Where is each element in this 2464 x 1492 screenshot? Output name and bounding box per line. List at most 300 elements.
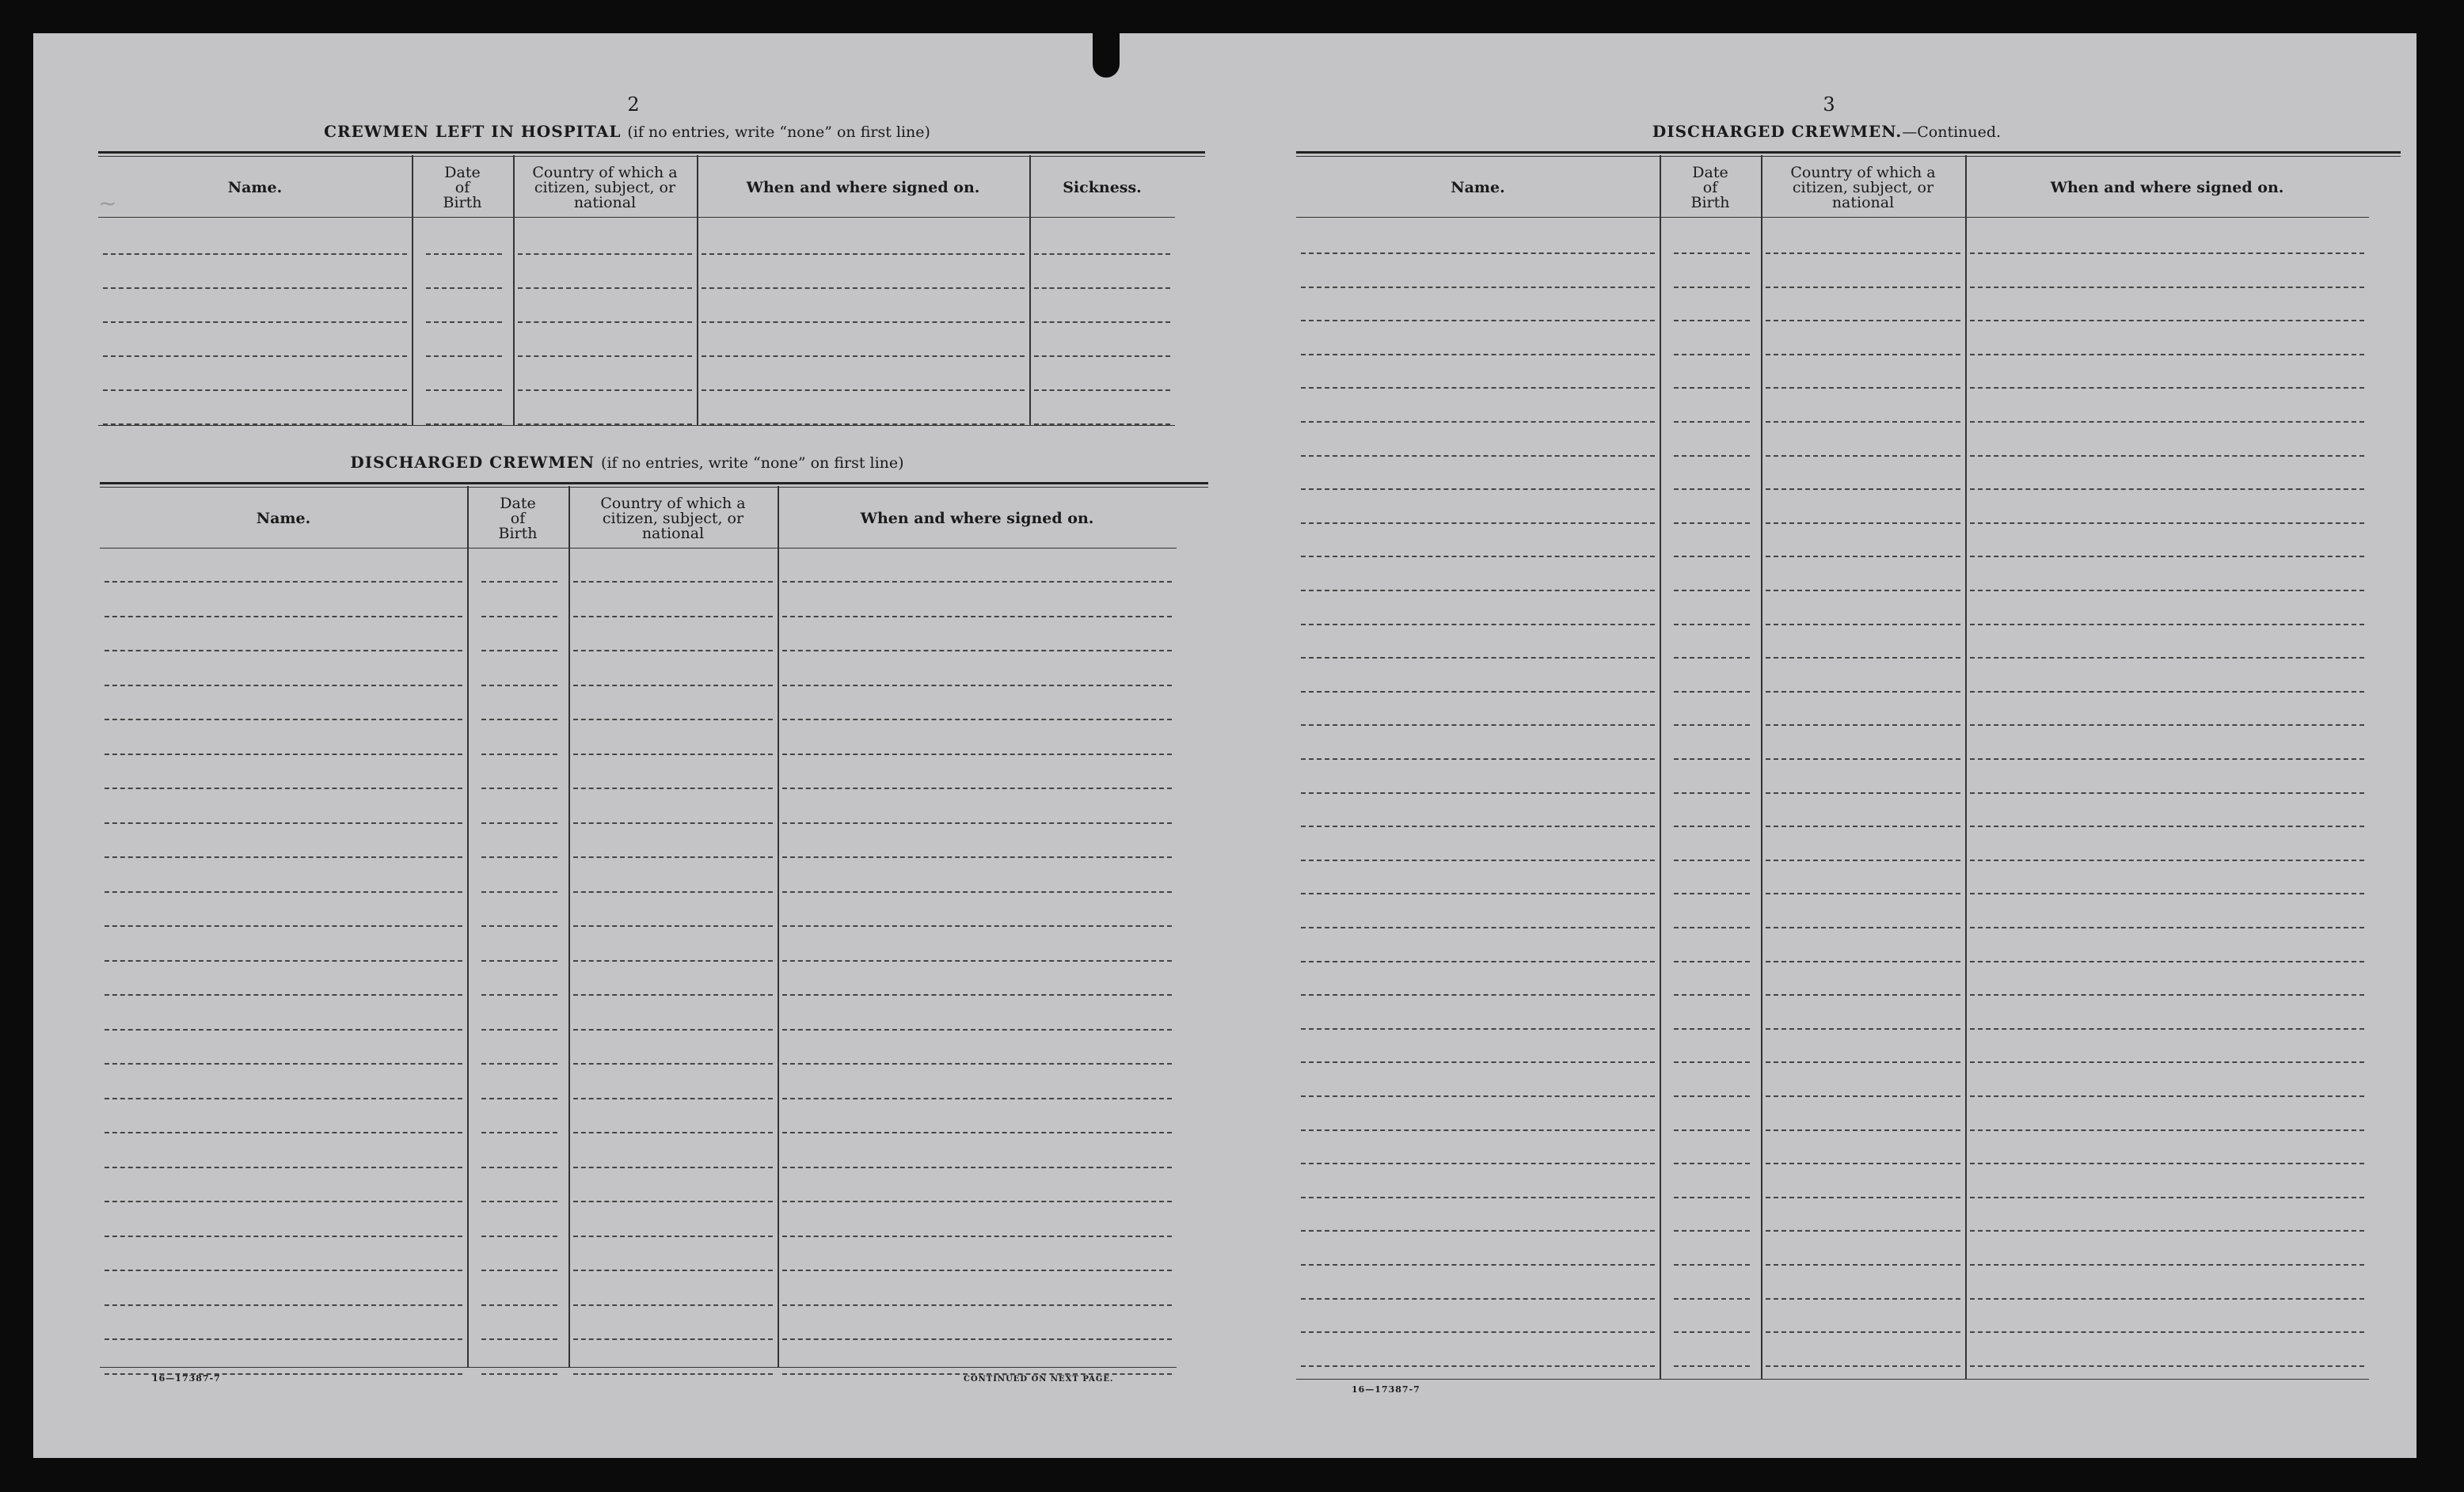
continued-entry-line[interactable] (1766, 287, 1960, 288)
discharged-entry-line[interactable] (573, 960, 773, 962)
discharged-entry-line[interactable] (481, 1270, 557, 1271)
discharged-entry-line[interactable] (481, 1304, 557, 1306)
continued-entry-line[interactable] (1766, 1365, 1960, 1367)
continued-entry-line[interactable] (1674, 1129, 1750, 1131)
discharged-entry-line[interactable] (573, 1304, 773, 1306)
discharged-entry-line[interactable] (782, 788, 1172, 789)
hospital-col-header-0: Name. (227, 178, 283, 196)
continued-entry-line[interactable] (1766, 1197, 1960, 1198)
discharged-entry-line[interactable] (481, 822, 557, 824)
continued-entry-line[interactable] (1766, 657, 1960, 659)
left-page (33, 33, 1221, 1458)
continued-entry-line[interactable] (1301, 792, 1655, 794)
discharged-entry-line[interactable] (105, 1167, 462, 1168)
discharged-entry-line[interactable] (782, 1270, 1172, 1271)
discharged-entry-line[interactable] (481, 960, 557, 962)
continued-entry-line[interactable] (1970, 893, 2364, 894)
discharged-entry-line[interactable] (573, 1029, 773, 1031)
discharged-entry-line[interactable] (782, 1304, 1172, 1306)
continued-col-divider (1965, 155, 1967, 1379)
discharged-entry-line[interactable] (573, 1098, 773, 1099)
discharged-entry-line[interactable] (782, 891, 1172, 893)
discharged-entry-line[interactable] (481, 1029, 557, 1031)
continued-entry-line[interactable] (1301, 826, 1655, 827)
discharged-entry-line[interactable] (573, 1338, 773, 1340)
discharged-entry-line[interactable] (782, 1098, 1172, 1099)
hospital-entry-line[interactable] (426, 321, 502, 323)
continued-entry-line[interactable] (1674, 691, 1750, 693)
hospital-entry-line[interactable] (518, 389, 692, 391)
continued-entry-line[interactable] (1766, 860, 1960, 861)
continued-entry-line[interactable] (1674, 1331, 1750, 1333)
continued-entry-line[interactable] (1301, 354, 1655, 355)
page-number-left: 2 (627, 93, 640, 116)
hospital-entry-line[interactable] (702, 355, 1025, 357)
continued-entry-line[interactable] (1766, 556, 1960, 557)
continued-entry-line[interactable] (1301, 624, 1655, 625)
continued-entry-line[interactable] (1766, 1095, 1960, 1097)
continued-entry-line[interactable] (1301, 657, 1655, 659)
continued-entry-line[interactable] (1766, 893, 1960, 894)
continued-entry-line[interactable] (1674, 758, 1750, 760)
discharged-entry-line[interactable] (573, 1132, 773, 1133)
discharged-entry-line[interactable] (105, 1236, 462, 1237)
hospital-entry-line[interactable] (1034, 321, 1170, 323)
discharged-entry-line[interactable] (573, 788, 773, 789)
discharged-entry-line[interactable] (481, 685, 557, 686)
discharged-entry-line[interactable] (481, 616, 557, 617)
continued-entry-line[interactable] (1766, 1061, 1960, 1063)
continued-entry-line[interactable] (1766, 826, 1960, 827)
continued-entry-line[interactable] (1301, 1197, 1655, 1198)
discharged-entry-line[interactable] (782, 1236, 1172, 1237)
continued-entry-line[interactable] (1970, 387, 2364, 389)
discharged-entry-line[interactable] (105, 1201, 462, 1202)
continued-entry-line[interactable] (1674, 860, 1750, 861)
discharged-entry-line[interactable] (782, 856, 1172, 858)
discharged-entry-line[interactable] (782, 994, 1172, 996)
continued-entry-line[interactable] (1301, 320, 1655, 321)
discharged-entry-line[interactable] (573, 754, 773, 755)
discharged-entry-line[interactable] (573, 822, 773, 824)
discharged-entry-line[interactable] (105, 650, 462, 651)
continued-entry-line[interactable] (1674, 1365, 1750, 1367)
discharged-entry-line[interactable] (481, 925, 557, 927)
discharged-entry-line[interactable] (481, 891, 557, 893)
continued-entry-line[interactable] (1301, 421, 1655, 423)
continued-entry-line[interactable] (1766, 961, 1960, 962)
discharged-entry-line[interactable] (481, 994, 557, 996)
continued-entry-line[interactable] (1766, 1331, 1960, 1333)
discharged-entry-line[interactable] (573, 925, 773, 927)
discharged-entry-line[interactable] (105, 581, 462, 583)
discharged-entry-line[interactable] (105, 822, 462, 824)
discharged-entry-line[interactable] (105, 719, 462, 720)
discharged-entry-line[interactable] (782, 925, 1172, 927)
hospital-entry-line[interactable] (702, 321, 1025, 323)
discharged-entry-line[interactable] (481, 719, 557, 720)
hospital-entry-line[interactable] (426, 389, 502, 391)
discharged-entry-line[interactable] (573, 1167, 773, 1168)
continued-entry-line[interactable] (1970, 1365, 2364, 1367)
hospital-entry-line[interactable] (518, 287, 692, 289)
continued-entry-line[interactable] (1301, 1365, 1655, 1367)
pencil-mark: ~ (98, 190, 117, 216)
hospital-entry-line[interactable] (518, 355, 692, 357)
discharged-entry-line[interactable] (105, 856, 462, 858)
discharged-entry-line[interactable] (782, 719, 1172, 720)
continued-entry-line[interactable] (1301, 961, 1655, 962)
continued-col-divider (1660, 155, 1661, 1379)
hospital-entry-line[interactable] (426, 355, 502, 357)
discharged-entry-line[interactable] (481, 1373, 557, 1375)
continued-entry-line[interactable] (1766, 252, 1960, 254)
continued-entry-line[interactable] (1970, 320, 2364, 321)
hospital-header-rule (98, 217, 1175, 218)
continued-entry-line[interactable] (1674, 792, 1750, 794)
discharged-top-rule-2 (100, 487, 1208, 488)
continued-entry-line[interactable] (1301, 1061, 1655, 1063)
continued-entry-line[interactable] (1766, 320, 1960, 321)
discharged-entry-line[interactable] (481, 1167, 557, 1168)
discharged-entry-line[interactable] (782, 650, 1172, 651)
continued-entry-line[interactable] (1674, 826, 1750, 827)
discharged-entry-line[interactable] (782, 1029, 1172, 1031)
form-number-right: 16—17387-7 (1352, 1384, 1420, 1395)
continued-entry-line[interactable] (1970, 1298, 2364, 1300)
continued-entry-line[interactable] (1301, 860, 1655, 861)
hospital-col-header-3: When and where signed on. (746, 178, 980, 196)
discharged-entry-line[interactable] (573, 650, 773, 651)
discharged-entry-line[interactable] (573, 1373, 773, 1375)
continued-entry-line[interactable] (1301, 1028, 1655, 1030)
hospital-entry-line[interactable] (702, 253, 1025, 255)
continued-entry-line[interactable] (1766, 522, 1960, 524)
discharged-entry-line[interactable] (481, 1098, 557, 1099)
discharged-entry-line[interactable] (573, 1270, 773, 1271)
continued-entry-line[interactable] (1766, 488, 1960, 490)
discharged-entry-line[interactable] (105, 616, 462, 617)
hospital-entry-line[interactable] (426, 253, 502, 255)
discharged-entry-line[interactable] (105, 788, 462, 789)
continued-entry-line[interactable] (1674, 455, 1750, 457)
continued-col-header-3: When and where signed on. (2050, 178, 2284, 196)
continued-entry-line[interactable] (1301, 1129, 1655, 1131)
discharged-entry-line[interactable] (105, 1098, 462, 1099)
continued-entry-line[interactable] (1301, 1264, 1655, 1266)
discharged-entry-line[interactable] (105, 960, 462, 962)
discharged-entry-line[interactable] (782, 685, 1172, 686)
continued-entry-line[interactable] (1970, 624, 2364, 625)
hospital-entry-line[interactable] (702, 389, 1025, 391)
continued-entry-line[interactable] (1301, 1163, 1655, 1164)
discharged-entry-line[interactable] (481, 856, 557, 858)
discharged-entry-line[interactable] (105, 1270, 462, 1271)
continued-entry-line[interactable] (1301, 590, 1655, 591)
continued-entry-line[interactable] (1301, 387, 1655, 389)
continued-entry-line[interactable] (1766, 1298, 1960, 1300)
continued-entry-line[interactable] (1301, 1331, 1655, 1333)
binding-notch-left (1093, 28, 1120, 78)
hospital-entry-line[interactable] (103, 287, 407, 289)
continued-entry-line[interactable] (1766, 691, 1960, 693)
discharged-entry-line[interactable] (573, 1236, 773, 1237)
continued-bottom-rule (1296, 1379, 2369, 1380)
continued-entry-line[interactable] (1674, 1230, 1750, 1232)
hospital-entry-line[interactable] (103, 389, 407, 391)
discharged-entry-line[interactable] (782, 754, 1172, 755)
hospital-entry-line[interactable] (103, 355, 407, 357)
hospital-entry-line[interactable] (1034, 253, 1170, 255)
discharged-title-text: DISCHARGED CREWMEN (350, 453, 595, 472)
continued-entry-line[interactable] (1766, 1129, 1960, 1131)
continued-header-rule (1296, 217, 2369, 218)
continued-entry-line[interactable] (1766, 927, 1960, 928)
continued-entry-line[interactable] (1970, 1197, 2364, 1198)
discharged-entry-line[interactable] (782, 822, 1172, 824)
continued-entry-line[interactable] (1970, 1061, 2364, 1063)
hospital-col-divider (697, 155, 698, 425)
continued-entry-line[interactable] (1301, 1298, 1655, 1300)
continued-entry-line[interactable] (1301, 556, 1655, 557)
continued-entry-line[interactable] (1674, 1028, 1750, 1030)
continued-entry-line[interactable] (1301, 927, 1655, 928)
continued-entry-line[interactable] (1301, 522, 1655, 524)
continued-entry-line[interactable] (1301, 724, 1655, 726)
continued-entry-line[interactable] (1970, 691, 2364, 693)
discharged-col-divider (568, 486, 570, 1367)
continued-entry-line[interactable] (1674, 1298, 1750, 1300)
continued-entry-line[interactable] (1674, 624, 1750, 625)
continued-entry-line[interactable] (1301, 1095, 1655, 1097)
continued-entry-line[interactable] (1766, 354, 1960, 355)
discharged-entry-line[interactable] (573, 994, 773, 996)
discharged-entry-line[interactable] (481, 1201, 557, 1202)
continued-entry-line[interactable] (1970, 1163, 2364, 1164)
continued-entry-line[interactable] (1970, 724, 2364, 726)
discharged-entry-line[interactable] (573, 616, 773, 617)
continued-entry-line[interactable] (1970, 421, 2364, 423)
discharged-entry-line[interactable] (481, 1338, 557, 1340)
continued-entry-line[interactable] (1674, 657, 1750, 659)
hospital-entry-line[interactable] (426, 287, 502, 289)
continued-entry-line[interactable] (1301, 488, 1655, 490)
hospital-col-header-2: Country of which a citizen, subject, or national (532, 163, 678, 211)
hospital-bottom-rule (98, 425, 1175, 426)
continued-entry-line[interactable] (1970, 287, 2364, 288)
continued-entry-line[interactable] (1970, 860, 2364, 861)
continued-note: CONTINUED ON NEXT PAGE. (964, 1375, 1114, 1384)
discharged-entry-line[interactable] (105, 891, 462, 893)
discharged-entry-line[interactable] (481, 1063, 557, 1065)
hospital-title-text: CREWMEN LEFT IN HOSPITAL (324, 122, 622, 141)
continued-entry-line[interactable] (1674, 1061, 1750, 1063)
hospital-entry-line[interactable] (518, 321, 692, 323)
continued-entry-line[interactable] (1970, 455, 2364, 457)
continued-entry-line[interactable] (1970, 556, 2364, 557)
hospital-entry-line[interactable] (1034, 287, 1170, 289)
continued-entry-line[interactable] (1766, 624, 1960, 625)
discharged-entry-line[interactable] (105, 925, 462, 927)
continued-entry-line[interactable] (1674, 252, 1750, 254)
continued-entry-line[interactable] (1674, 927, 1750, 928)
continued-entry-line[interactable] (1766, 1264, 1960, 1266)
discharged-entry-line[interactable] (573, 719, 773, 720)
continued-entry-line[interactable] (1301, 1230, 1655, 1232)
continued-entry-line[interactable] (1970, 252, 2364, 254)
discharged-entry-line[interactable] (105, 754, 462, 755)
continued-entry-line[interactable] (1970, 590, 2364, 591)
hospital-col-header-1: Date of Birth (443, 163, 482, 211)
discharged-entry-line[interactable] (573, 581, 773, 583)
discharged-entry-line[interactable] (573, 1201, 773, 1202)
hospital-entry-line[interactable] (1034, 355, 1170, 357)
continued-entry-line[interactable] (1970, 826, 2364, 827)
discharged-col-header-0: Name. (256, 509, 311, 527)
continued-entry-line[interactable] (1970, 1331, 2364, 1333)
continued-entry-line[interactable] (1674, 1095, 1750, 1097)
discharged-entry-line[interactable] (105, 1304, 462, 1306)
continued-entry-line[interactable] (1674, 1264, 1750, 1266)
continued-col-header-2: Country of which a citizen, subject, or national (1790, 163, 1936, 211)
discharged-entry-line[interactable] (105, 685, 462, 686)
page-number-right: 3 (1823, 93, 1835, 116)
continued-entry-line[interactable] (1970, 994, 2364, 996)
continued-entry-line[interactable] (1301, 994, 1655, 996)
continued-entry-line[interactable] (1674, 994, 1750, 996)
continued-entry-line[interactable] (1970, 927, 2364, 928)
discharged-entry-line[interactable] (105, 1063, 462, 1065)
discharged-entry-line[interactable] (481, 581, 557, 583)
discharged-continued-title-text: DISCHARGED CREWMEN. (1652, 122, 1903, 141)
discharged-col-divider (778, 486, 779, 1367)
discharged-entry-line[interactable] (782, 1132, 1172, 1133)
discharged-entry-line[interactable] (481, 1132, 557, 1133)
hospital-entry-line[interactable] (702, 287, 1025, 289)
discharged-col-header-3: When and where signed on. (860, 509, 1094, 527)
discharged-header-rule (100, 548, 1177, 549)
discharged-entry-line[interactable] (782, 1201, 1172, 1202)
continued-entry-line[interactable] (1674, 590, 1750, 591)
discharged-entry-line[interactable] (782, 1063, 1172, 1065)
discharged-entry-line[interactable] (782, 616, 1172, 617)
discharged-entry-line[interactable] (105, 994, 462, 996)
continued-entry-line[interactable] (1970, 354, 2364, 355)
continued-entry-line[interactable] (1970, 1129, 2364, 1131)
continued-top-rule (1296, 151, 2401, 154)
continued-entry-line[interactable] (1970, 1230, 2364, 1232)
continued-entry-line[interactable] (1970, 1264, 2364, 1266)
continued-entry-line[interactable] (1766, 724, 1960, 726)
hospital-entry-line[interactable] (103, 253, 407, 255)
continued-entry-line[interactable] (1970, 522, 2364, 524)
hospital-col-divider (412, 155, 413, 425)
continued-entry-line[interactable] (1674, 354, 1750, 355)
discharged-entry-line[interactable] (782, 581, 1172, 583)
continued-entry-line[interactable] (1674, 961, 1750, 962)
continued-entry-line[interactable] (1674, 287, 1750, 288)
continued-entry-line[interactable] (1301, 691, 1655, 693)
continued-entry-line[interactable] (1970, 1028, 2364, 1030)
continued-entry-line[interactable] (1766, 758, 1960, 760)
continued-entry-line[interactable] (1766, 421, 1960, 423)
continued-entry-line[interactable] (1766, 590, 1960, 591)
hospital-top-rule (98, 151, 1205, 154)
continued-entry-line[interactable] (1766, 1028, 1960, 1030)
continued-entry-line[interactable] (1970, 792, 2364, 794)
continued-entry-line[interactable] (1301, 455, 1655, 457)
discharged-entry-line[interactable] (481, 754, 557, 755)
continued-entry-line[interactable] (1970, 488, 2364, 490)
right-page (1221, 33, 2416, 1458)
discharged-entry-line[interactable] (782, 1167, 1172, 1168)
continued-entry-line[interactable] (1970, 657, 2364, 659)
continued-entry-line[interactable] (1766, 1163, 1960, 1164)
continued-entry-line[interactable] (1674, 387, 1750, 389)
continued-entry-line[interactable] (1674, 522, 1750, 524)
discharged-entry-line[interactable] (782, 1338, 1172, 1340)
continued-entry-line[interactable] (1301, 758, 1655, 760)
continued-entry-line[interactable] (1674, 421, 1750, 423)
hospital-col-header-4: Sickness. (1063, 178, 1142, 196)
continued-entry-line[interactable] (1301, 287, 1655, 288)
discharged-entry-line[interactable] (105, 1338, 462, 1340)
continued-entry-line[interactable] (1674, 1163, 1750, 1164)
continued-entry-line[interactable] (1766, 792, 1960, 794)
continued-entry-line[interactable] (1674, 1197, 1750, 1198)
continued-entry-line[interactable] (1970, 758, 2364, 760)
continued-entry-line[interactable] (1970, 1095, 2364, 1097)
discharged-entry-line[interactable] (573, 891, 773, 893)
hospital-entry-line[interactable] (103, 321, 407, 323)
discharged-continued-subtitle: —Continued. (1902, 123, 2002, 141)
continued-entry-line[interactable] (1970, 961, 2364, 962)
continued-entry-line[interactable] (1674, 556, 1750, 557)
continued-col-header-1: Date of Birth (1690, 163, 1730, 211)
continued-entry-line[interactable] (1766, 1230, 1960, 1232)
continued-entry-line[interactable] (1766, 994, 1960, 996)
hospital-subtitle-text: (if no entries, write “none” on first line) (627, 123, 930, 141)
discharged-col-divider (467, 486, 469, 1367)
discharged-entry-line[interactable] (481, 1236, 557, 1237)
discharged-entry-line[interactable] (481, 650, 557, 651)
continued-entry-line[interactable] (1674, 488, 1750, 490)
discharged-entry-line[interactable] (481, 788, 557, 789)
discharged-top-rule (100, 482, 1208, 484)
continued-entry-line[interactable] (1674, 893, 1750, 894)
hospital-entry-line[interactable] (1034, 389, 1170, 391)
continued-col-divider (1761, 155, 1762, 1379)
continued-entry-line[interactable] (1674, 320, 1750, 321)
discharged-subtitle-text: (if no entries, write “none” on first line) (601, 454, 904, 472)
discharged-bottom-rule (100, 1367, 1177, 1368)
discharged-col-header-2: Country of which a citizen, subject, or national (600, 494, 746, 542)
continued-entry-line[interactable] (1766, 387, 1960, 389)
continued-entry-line[interactable] (1674, 724, 1750, 726)
continued-entry-line[interactable] (1766, 455, 1960, 457)
discharged-entry-line[interactable] (105, 1132, 462, 1133)
continued-entry-line[interactable] (1301, 252, 1655, 254)
hospital-entry-line[interactable] (518, 253, 692, 255)
continued-entry-line[interactable] (1301, 893, 1655, 894)
discharged-entry-line[interactable] (105, 1029, 462, 1031)
hospital-top-rule-2 (98, 156, 1205, 157)
discharged-section-title (33, 453, 1221, 472)
discharged-entry-line[interactable] (573, 685, 773, 686)
discharged-entry-line[interactable] (573, 1063, 773, 1065)
discharged-entry-line[interactable] (782, 960, 1172, 962)
discharged-entry-line[interactable] (573, 856, 773, 858)
